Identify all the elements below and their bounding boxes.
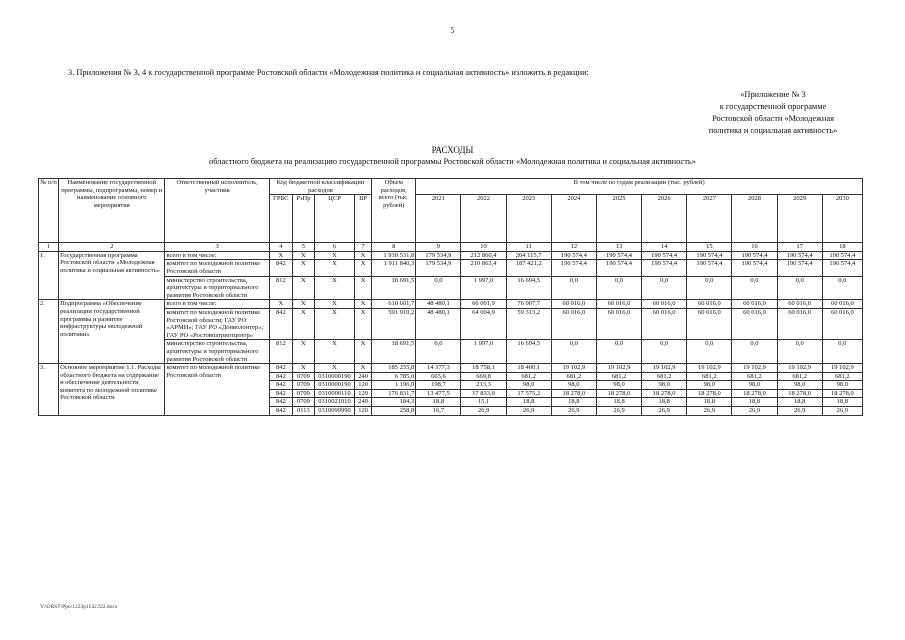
cell-vr: X — [355, 251, 372, 260]
cell-year: 0,0 — [642, 276, 687, 300]
col-number: 8 — [372, 243, 416, 252]
row-num: 2. — [39, 300, 59, 364]
header-year: 2029 — [777, 195, 822, 243]
cell-year: 26,9 — [642, 407, 687, 416]
cell-year: 26,9 — [732, 407, 777, 416]
cell-year: 19 102,9 — [777, 364, 822, 373]
intro-paragraph: 3. Приложения № 3, 4 к государственной программе Ростовской области «Молодежная политика и социальная активность» изложить в редакции: — [68, 68, 589, 77]
col-number: 16 — [732, 243, 777, 252]
cell-year: 60 016,0 — [822, 300, 862, 309]
cell-grbs: X — [269, 300, 292, 309]
cell-year: 60 016,0 — [551, 300, 596, 309]
cell-year: 60 016,0 — [822, 308, 862, 339]
page-number: 5 — [450, 26, 455, 35]
cell-year: 26,9 — [822, 407, 862, 416]
cell-year: 18 278,0 — [687, 389, 732, 398]
cell-year: 190 574,4 — [732, 260, 777, 276]
cell-year: 18,8 — [732, 398, 777, 407]
col-number: 5 — [292, 243, 314, 252]
cell-year: 66 001,9 — [461, 300, 506, 309]
cell-year: 198,7 — [416, 381, 461, 390]
cell-year: 1 997,0 — [461, 340, 506, 364]
cell-csr: 0310000190 — [314, 372, 354, 381]
cell-year: 18,8 — [642, 398, 687, 407]
cell-csr: X — [314, 276, 354, 300]
header-years-group: В том числе по годам реализации (тыс. рублей) — [416, 179, 863, 195]
cell-year: 204 115,7 — [506, 251, 551, 260]
col-number: 4 — [269, 243, 292, 252]
cell-year: 16,7 — [416, 407, 461, 416]
header-year: 2023 — [506, 195, 551, 243]
header-exec: Ответственный исполнитель, участник — [165, 179, 269, 243]
cell-rzpr: X — [292, 251, 314, 260]
cell-vr: 240 — [355, 398, 372, 407]
cell-vr: 120 — [355, 381, 372, 390]
cell-year: 19 102,9 — [732, 364, 777, 373]
cell-year: 60 016,0 — [596, 300, 641, 309]
header-vr: ВР — [355, 195, 372, 243]
cell-year: 190 574,4 — [642, 251, 687, 260]
cell-csr: X — [314, 364, 354, 373]
cell-vr: X — [355, 260, 372, 276]
cell-year: 98,0 — [777, 381, 822, 390]
cell-rzpr: 0709 — [292, 398, 314, 407]
appendix-line: «Приложение № 3 — [740, 90, 806, 99]
cell-rzpr: X — [292, 260, 314, 276]
cell-year: 60 016,0 — [642, 308, 687, 339]
cell-year: 681,2 — [777, 372, 822, 381]
row-exec: комитет по молодежной политике Ростовской области; ГАУ РО «АРМИ»; ГАУ РО «Донволонтер»; ГАУ РО «Ростовпатриотцентр» — [165, 308, 269, 339]
cell-year: 0,0 — [732, 276, 777, 300]
cell-year: 18 758,1 — [461, 364, 506, 373]
cell-year: 212 860,4 — [461, 251, 506, 260]
cell-year: 0,0 — [596, 276, 641, 300]
cell-year: 0,0 — [642, 340, 687, 364]
cell-rzpr: 0709 — [292, 381, 314, 390]
col-number: 10 — [461, 243, 506, 252]
cell-year: 190 574,4 — [642, 260, 687, 276]
cell-year: 98,0 — [822, 381, 862, 390]
cell-vr: 120 — [355, 407, 372, 416]
row-num: 1. — [39, 251, 59, 300]
cell-year: 681,2 — [822, 372, 862, 381]
row-name: Основное мероприятие 1.1. Расходы областного бюджета на содержание и обеспечение деятельности комитета по молодежной политике Ростовской области — [59, 364, 165, 416]
cell-year: 681,2 — [596, 372, 641, 381]
cell-year: 76 007,7 — [506, 300, 551, 309]
cell-year: 26,9 — [506, 407, 551, 416]
cell-rzpr: 0113 — [292, 407, 314, 416]
col-number: 12 — [551, 243, 596, 252]
cell-total: 18 691,5 — [372, 340, 416, 364]
cell-year: 16 694,5 — [506, 340, 551, 364]
file-path-footer: Y:\ORST\Ppo\1223p1142.f22.docx — [40, 604, 118, 610]
cell-year: 190 574,4 — [596, 251, 641, 260]
row-exec: министерство строительства, архитектуры и территориального развития Ростовской области — [165, 276, 269, 300]
cell-year: 26,9 — [777, 407, 822, 416]
cell-year: 60 016,0 — [551, 308, 596, 339]
cell-total: 1 911 840,3 — [372, 260, 416, 276]
header-year: 2028 — [732, 195, 777, 243]
cell-grbs: 842 — [269, 389, 292, 398]
appendix-line: политика и социальная активность» — [708, 126, 838, 135]
cell-year: 19 102,9 — [822, 364, 862, 373]
col-number: 2 — [59, 243, 165, 252]
cell-rzpr: X — [292, 340, 314, 364]
cell-year: 98,0 — [506, 381, 551, 390]
cell-year: 190 574,4 — [687, 260, 732, 276]
cell-grbs: 842 — [269, 372, 292, 381]
cell-year: 14 377,3 — [416, 364, 461, 373]
cell-year: 0,0 — [777, 276, 822, 300]
cell-vr: 120 — [355, 389, 372, 398]
cell-grbs: 842 — [269, 407, 292, 416]
col-number: 3 — [165, 243, 269, 252]
cell-year: 665,6 — [416, 372, 461, 381]
cell-year: 60 016,0 — [777, 300, 822, 309]
cell-year: 19 102,9 — [687, 364, 732, 373]
cell-year: 0,0 — [416, 276, 461, 300]
cell-csr: X — [314, 340, 354, 364]
cell-year: 18 278,0 — [596, 389, 641, 398]
cell-csr: X — [314, 300, 354, 309]
col-number: 1 — [39, 243, 59, 252]
cell-year: 190 574,4 — [822, 260, 862, 276]
cell-rzpr: X — [292, 276, 314, 300]
appendix-line: к государственной программе — [719, 102, 827, 111]
cell-year: 681,2 — [506, 372, 551, 381]
cell-year: 18 278,0 — [732, 389, 777, 398]
cell-year: 26,9 — [687, 407, 732, 416]
cell-year: 0,0 — [551, 340, 596, 364]
appendix-line: Ростовской области «Молодежная — [712, 114, 834, 123]
cell-year: 19 102,9 — [642, 364, 687, 373]
header-grbs: ГРБС — [269, 195, 292, 243]
cell-total: 258,8 — [372, 407, 416, 416]
cell-year: 0,0 — [416, 340, 461, 364]
header-code: Код бюджетной классификации расходов — [269, 179, 371, 195]
cell-year: 13 477,5 — [416, 389, 461, 398]
cell-rzpr: X — [292, 364, 314, 373]
col-number: 13 — [596, 243, 641, 252]
cell-year: 18,8 — [416, 398, 461, 407]
cell-year: 681,2 — [551, 372, 596, 381]
cell-grbs: 842 — [269, 381, 292, 390]
cell-year: 98,0 — [596, 381, 641, 390]
cell-rzpr: 0709 — [292, 389, 314, 398]
cell-grbs: 842 — [269, 398, 292, 407]
cell-grbs: 842 — [269, 308, 292, 339]
cell-year: 0,0 — [822, 340, 862, 364]
cell-year: 190 574,4 — [777, 251, 822, 260]
header-year: 2021 — [416, 195, 461, 243]
cell-grbs: 842 — [269, 364, 292, 373]
cell-year: 18 400,1 — [506, 364, 551, 373]
cell-year: 60 016,0 — [687, 300, 732, 309]
cell-year: 190 574,4 — [596, 260, 641, 276]
cell-year: 190 574,4 — [777, 260, 822, 276]
cell-total: 610 601,7 — [372, 300, 416, 309]
cell-grbs: 812 — [269, 340, 292, 364]
cell-vr: 240 — [355, 372, 372, 381]
cell-csr: X — [314, 308, 354, 339]
cell-year: 18,8 — [777, 398, 822, 407]
cell-year: 19 102,9 — [596, 364, 641, 373]
cell-year: 190 574,4 — [732, 251, 777, 260]
cell-year: 15,1 — [461, 398, 506, 407]
col-number: 6 — [314, 243, 354, 252]
cell-vr: X — [355, 300, 372, 309]
cell-year: 60 016,0 — [642, 300, 687, 309]
cell-year: 669,8 — [461, 372, 506, 381]
col-number: 18 — [822, 243, 862, 252]
row-name: Государственная программа Ростовской области «Молодежная политика и социальная активность» — [59, 251, 165, 300]
cell-rzpr: X — [292, 300, 314, 309]
cell-grbs: X — [269, 251, 292, 260]
document-title: РАСХОДЫ — [431, 145, 474, 155]
cell-year: 59 313,2 — [506, 308, 551, 339]
cell-year: 0,0 — [596, 340, 641, 364]
cell-year: 98,0 — [642, 381, 687, 390]
cell-year: 179 534,9 — [416, 260, 461, 276]
header-year: 2024 — [551, 195, 596, 243]
cell-year: 17 575,2 — [506, 389, 551, 398]
cell-year: 48 480,1 — [416, 308, 461, 339]
cell-year: 190 574,4 — [551, 251, 596, 260]
cell-year: 26,9 — [461, 407, 506, 416]
cell-year: 18,8 — [551, 398, 596, 407]
cell-year: 0,0 — [822, 276, 862, 300]
cell-total: 1 930 531,8 — [372, 251, 416, 260]
cell-year: 64 004,9 — [461, 308, 506, 339]
col-number: 15 — [687, 243, 732, 252]
cell-vr: X — [355, 308, 372, 339]
cell-year: 60 016,0 — [596, 308, 641, 339]
cell-year: 48 480,1 — [416, 300, 461, 309]
cell-total: 18 691,5 — [372, 276, 416, 300]
header-year: 2022 — [461, 195, 506, 243]
cell-year: 98,0 — [551, 381, 596, 390]
cell-year: 213,3 — [461, 381, 506, 390]
cell-grbs: 842 — [269, 260, 292, 276]
cell-year: 1 997,0 — [461, 276, 506, 300]
cell-total: 6 785,0 — [372, 372, 416, 381]
cell-year: 18 278,0 — [642, 389, 687, 398]
col-number: 9 — [416, 243, 461, 252]
cell-year: 18 278,0 — [551, 389, 596, 398]
cell-year: 0,0 — [732, 340, 777, 364]
cell-csr: X — [314, 251, 354, 260]
cell-csr: 0310000110 — [314, 389, 354, 398]
column-number-row — [39, 243, 863, 252]
cell-year: 187 421,2 — [506, 260, 551, 276]
cell-year: 60 016,0 — [687, 308, 732, 339]
header-volume: Объем расходов, всего (тыс. рублей) — [372, 179, 416, 243]
cell-year: 17 833,0 — [461, 389, 506, 398]
cell-rzpr: X — [292, 308, 314, 339]
cell-vr: X — [355, 340, 372, 364]
row-exec: всего в том числе: — [165, 251, 269, 260]
table-row — [39, 364, 863, 373]
col-number: 14 — [642, 243, 687, 252]
cell-year: 18 278,0 — [822, 389, 862, 398]
cell-year: 190 574,4 — [687, 251, 732, 260]
cell-year: 179 534,9 — [416, 251, 461, 260]
document-subtitle: областного бюджета на реализацию государственной программы Ростовской области «Молодежная политика и социальная активность» — [209, 157, 696, 166]
col-number: 7 — [355, 243, 372, 252]
header-year: 2025 — [596, 195, 641, 243]
cell-vr: X — [355, 364, 372, 373]
row-name: Подпрограмма «Обеспечение реализации государственной программы и развитие инфраструктуры молодежной политики» — [59, 300, 165, 364]
cell-csr: 0310000190 — [314, 381, 354, 390]
cell-year: 98,0 — [687, 381, 732, 390]
table-row — [39, 300, 863, 309]
col-number: 17 — [777, 243, 822, 252]
cell-year: 19 102,9 — [551, 364, 596, 373]
header-num: № п/п — [39, 179, 59, 243]
table-row — [39, 251, 863, 260]
cell-year: 98,0 — [732, 381, 777, 390]
cell-csr: X — [314, 260, 354, 276]
cell-year: 18,8 — [822, 398, 862, 407]
cell-total: 591 910,2 — [372, 308, 416, 339]
header-year: 2030 — [822, 195, 862, 243]
cell-year: 18,8 — [506, 398, 551, 407]
cell-year: 681,2 — [732, 372, 777, 381]
row-exec: комитет по молодежной политике Ростовской области — [165, 260, 269, 276]
cell-total: 1 196,0 — [372, 381, 416, 390]
cell-year: 60 016,0 — [732, 308, 777, 339]
cell-grbs: 812 — [269, 276, 292, 300]
cell-year: 0,0 — [687, 340, 732, 364]
cell-year: 26,9 — [596, 407, 641, 416]
cell-year: 0,0 — [551, 276, 596, 300]
appendix-header — [683, 89, 863, 137]
cell-csr: 0310021010 — [314, 398, 354, 407]
cell-year: 190 574,4 — [551, 260, 596, 276]
cell-rzpr: 0709 — [292, 372, 314, 381]
cell-total: 185 255,8 — [372, 364, 416, 373]
header-rzpr: РзПр — [292, 195, 314, 243]
row-exec: всего в том числе: — [165, 300, 269, 309]
cell-total: 176 831,7 — [372, 389, 416, 398]
header-csr: ЦСР — [314, 195, 354, 243]
cell-year: 16 694,5 — [506, 276, 551, 300]
header-year: 2027 — [687, 195, 732, 243]
row-exec: министерство строительства, архитектуры и территориального развития Ростовской области — [165, 340, 269, 364]
col-number: 11 — [506, 243, 551, 252]
cell-vr: X — [355, 276, 372, 300]
cell-year: 18 278,0 — [777, 389, 822, 398]
header-name: Наименование государственной программы, подпрограммы, номер и наименование основного мероприятия — [59, 179, 165, 243]
cell-year: 60 016,0 — [777, 308, 822, 339]
expenses-table — [38, 178, 863, 416]
cell-year: 210 863,4 — [461, 260, 506, 276]
header-year: 2026 — [642, 195, 687, 243]
cell-year: 26,9 — [551, 407, 596, 416]
cell-year: 18,8 — [687, 398, 732, 407]
cell-year: 681,2 — [642, 372, 687, 381]
cell-csr: 0310099990 — [314, 407, 354, 416]
cell-year: 681,2 — [687, 372, 732, 381]
cell-year: 190 574,4 — [822, 251, 862, 260]
row-exec: комитет по молодежной политике Ростовской области — [165, 364, 269, 416]
cell-year: 60 016,0 — [732, 300, 777, 309]
cell-year: 0,0 — [777, 340, 822, 364]
cell-year: 0,0 — [687, 276, 732, 300]
cell-year: 18,8 — [596, 398, 641, 407]
row-num: 3. — [39, 364, 59, 416]
cell-total: 184,3 — [372, 398, 416, 407]
